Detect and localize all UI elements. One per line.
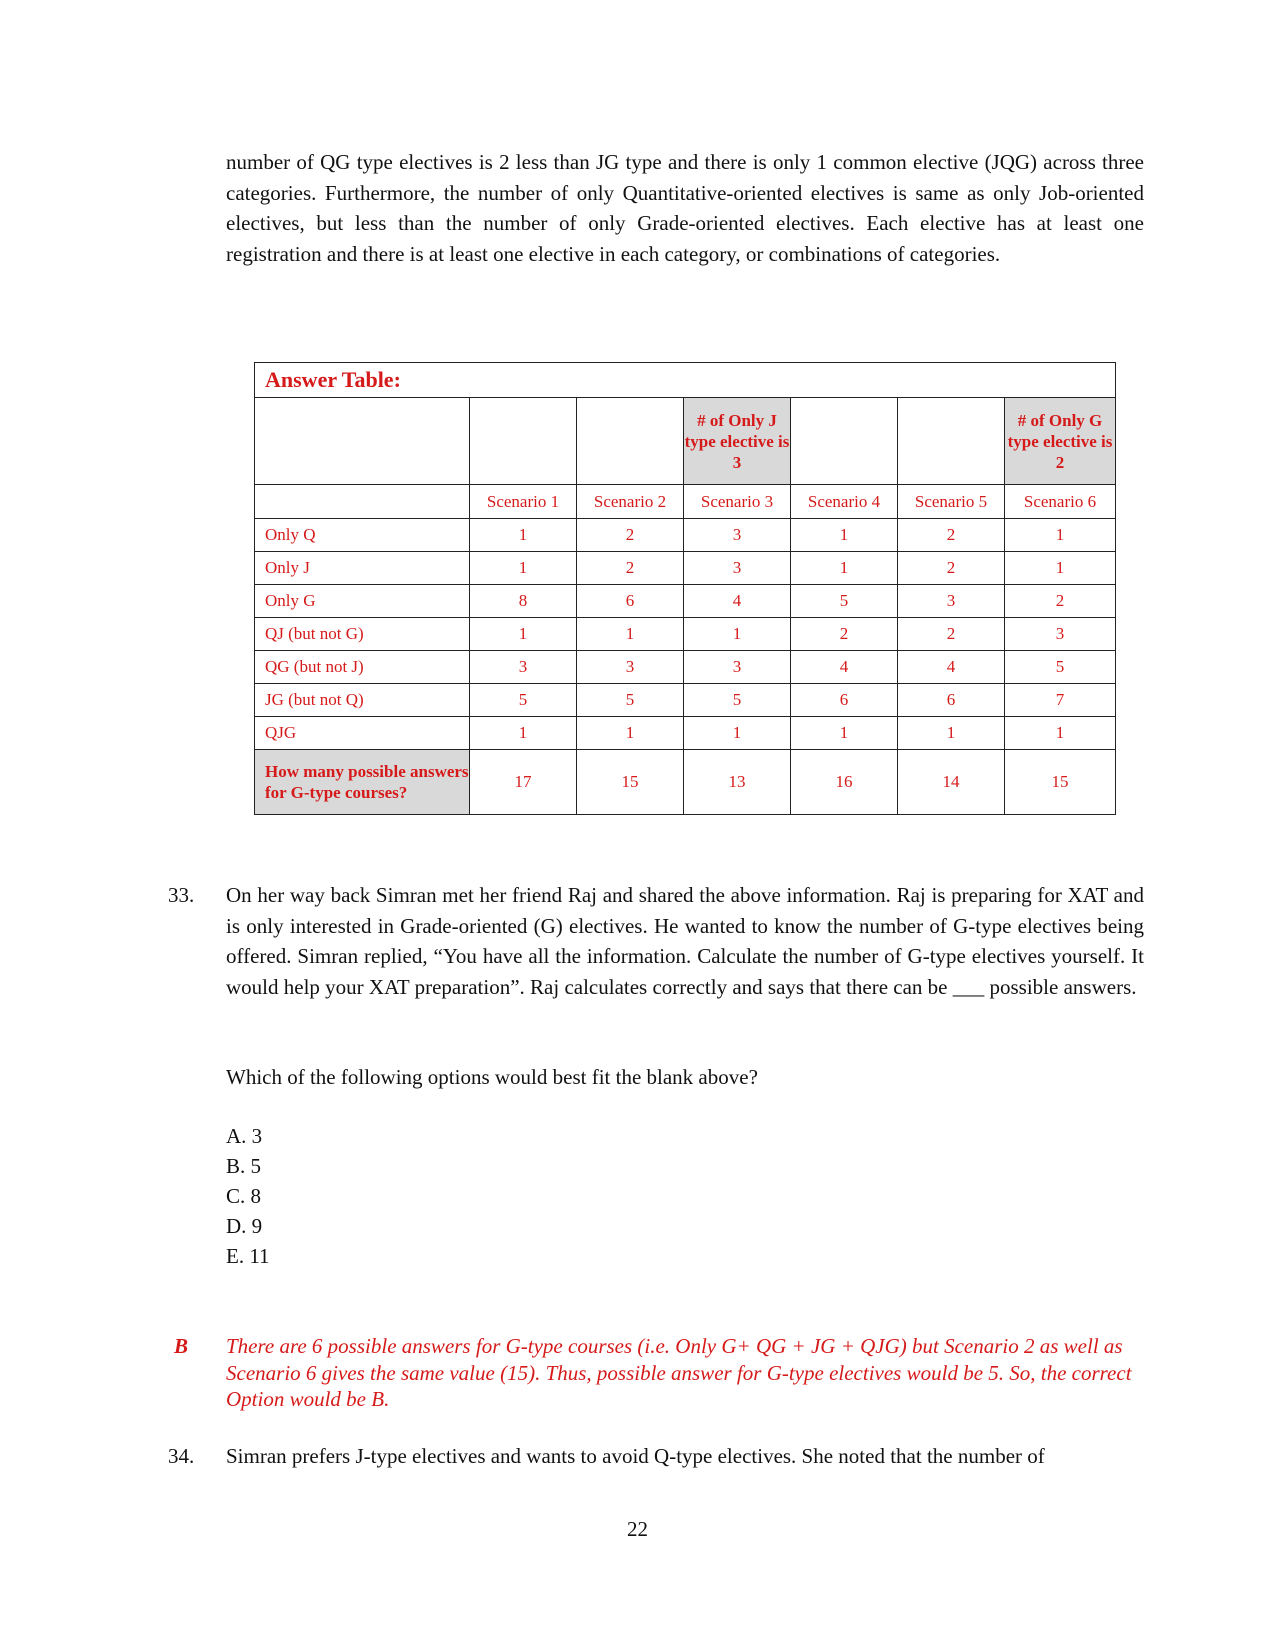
row-label: Only J <box>255 552 470 585</box>
table-note <box>898 398 1005 485</box>
column-header: Scenario 5 <box>898 485 1005 519</box>
column-header: Scenario 1 <box>470 485 577 519</box>
table-cell: 4 <box>684 585 791 618</box>
table-note: # of Only J type elective is 3 <box>684 398 791 485</box>
table-cell: 2 <box>577 519 684 552</box>
column-header: Scenario 4 <box>791 485 898 519</box>
row-label: JG (but not Q) <box>255 684 470 717</box>
table-note: # of Only G type elective is 2 <box>1005 398 1116 485</box>
row-label: Only G <box>255 585 470 618</box>
options-list <box>226 1121 270 1271</box>
table-cell: 3 <box>684 519 791 552</box>
table-cell: 1 <box>791 717 898 750</box>
table-cell: 6 <box>791 684 898 717</box>
table-cell: 6 <box>898 684 1005 717</box>
table-cell: 3 <box>1005 618 1116 651</box>
table-note <box>470 398 577 485</box>
table-cell: 1 <box>577 717 684 750</box>
question-number: 33. <box>168 883 195 907</box>
table-note <box>577 398 684 485</box>
table-cell: 1 <box>577 618 684 651</box>
table-note-row <box>255 398 1116 485</box>
question-number: 34. <box>168 1444 195 1468</box>
table-cell: 3 <box>577 651 684 684</box>
table-cell: 5 <box>684 684 791 717</box>
table-caption: Answer Table: <box>255 363 1116 398</box>
option-item: B. 5 <box>226 1154 262 1178</box>
table-cell: 3 <box>684 651 791 684</box>
table-row <box>255 684 1116 717</box>
table-cell: 1 <box>898 717 1005 750</box>
table-cell: 1 <box>684 717 791 750</box>
page-number: 22 <box>627 1517 648 1541</box>
option-item: A. 3 <box>226 1124 263 1148</box>
table-row <box>255 552 1116 585</box>
table-cell: 6 <box>577 585 684 618</box>
table-cell: 5 <box>470 684 577 717</box>
question-prompt: Which of the following options would best fit the blank above? <box>226 1065 758 1089</box>
answer-explanation: There are 6 possible answers for G-type courses (i.e. Only G+ QG + JG + QJG) but Scenario 2 as well as Scenario 6 gives the same value (15). Thus, possible answer for G-type electives would be 5. So, the correct Option would be B. <box>226 1334 1132 1411</box>
table-cell: 7 <box>1005 684 1116 717</box>
table-cell: 1 <box>791 552 898 585</box>
table-total-row <box>255 750 1116 815</box>
table-cell: 16 <box>791 750 898 815</box>
row-label: Only Q <box>255 519 470 552</box>
column-header: Scenario 6 <box>1005 485 1116 519</box>
table-cell: 4 <box>791 651 898 684</box>
table-header-row <box>255 485 1116 519</box>
table-cell: 1 <box>470 717 577 750</box>
table-cell: 15 <box>577 750 684 815</box>
table-cell: 5 <box>577 684 684 717</box>
table-cell <box>255 398 470 485</box>
table-cell: 1 <box>684 618 791 651</box>
table-cell: 4 <box>898 651 1005 684</box>
question-text: On her way back Simran met her friend Raj and shared the above information. Raj is preparing for XAT and is only interested in Grade-oriented (G) electives. He wanted to know the number of G-type electives being offered. Simran replied, “You have all the information. Calculate the number of G-type electives yourself. It would help your XAT preparation”. Raj calculates correctly and says that there can be ___ possible answers. <box>226 883 1144 999</box>
table-cell: 13 <box>684 750 791 815</box>
table-cell: 8 <box>470 585 577 618</box>
table-cell: 2 <box>791 618 898 651</box>
table-cell: 14 <box>898 750 1005 815</box>
table-cell: 2 <box>1005 585 1116 618</box>
option-item: E. 11 <box>226 1244 270 1268</box>
table-cell: 15 <box>1005 750 1116 815</box>
table-cell <box>255 485 470 519</box>
answer-table <box>254 362 1116 815</box>
table-cell: 2 <box>577 552 684 585</box>
table-row <box>255 519 1116 552</box>
table-cell: 3 <box>684 552 791 585</box>
table-cell: 3 <box>898 585 1005 618</box>
answer-letter: B <box>174 1334 189 1358</box>
table-cell: 1 <box>470 618 577 651</box>
option-item: D. 9 <box>226 1214 263 1238</box>
table-cell: 1 <box>1005 552 1116 585</box>
table-cell: 1 <box>470 519 577 552</box>
table-cell: 1 <box>1005 717 1116 750</box>
table-cell: 5 <box>1005 651 1116 684</box>
row-label: QJG <box>255 717 470 750</box>
total-row-label: How many possible answers for G-type courses? <box>255 750 470 815</box>
table-cell: 2 <box>898 519 1005 552</box>
table-cell: 17 <box>470 750 577 815</box>
table-row <box>255 618 1116 651</box>
table-cell: 5 <box>791 585 898 618</box>
table-cell: 3 <box>470 651 577 684</box>
column-header: Scenario 3 <box>684 485 791 519</box>
table-row <box>255 717 1116 750</box>
column-header: Scenario 2 <box>577 485 684 519</box>
table-row <box>255 585 1116 618</box>
option-item: C. 8 <box>226 1184 262 1208</box>
question-text: Simran prefers J-type electives and wants to avoid Q-type electives. She noted that the number of <box>226 1444 1045 1468</box>
table-row <box>255 651 1116 684</box>
table-cell: 2 <box>898 618 1005 651</box>
table-cell: 1 <box>1005 519 1116 552</box>
row-label: QJ (but not G) <box>255 618 470 651</box>
intro-paragraph: number of QG type electives is 2 less than JG type and there is only 1 common elective (JQG) across three categories. Furthermore, the number of only Quantitative-oriented electives is same as only Job-oriented electives, but less than the number of only Grade-oriented electives. Each elective has at least one registration and there is at least one elective in each category, or combinations of categories. <box>226 150 1144 266</box>
table-cell: 1 <box>470 552 577 585</box>
table-cell: 2 <box>898 552 1005 585</box>
table-note <box>791 398 898 485</box>
row-label: QG (but not J) <box>255 651 470 684</box>
table-cell: 1 <box>791 519 898 552</box>
